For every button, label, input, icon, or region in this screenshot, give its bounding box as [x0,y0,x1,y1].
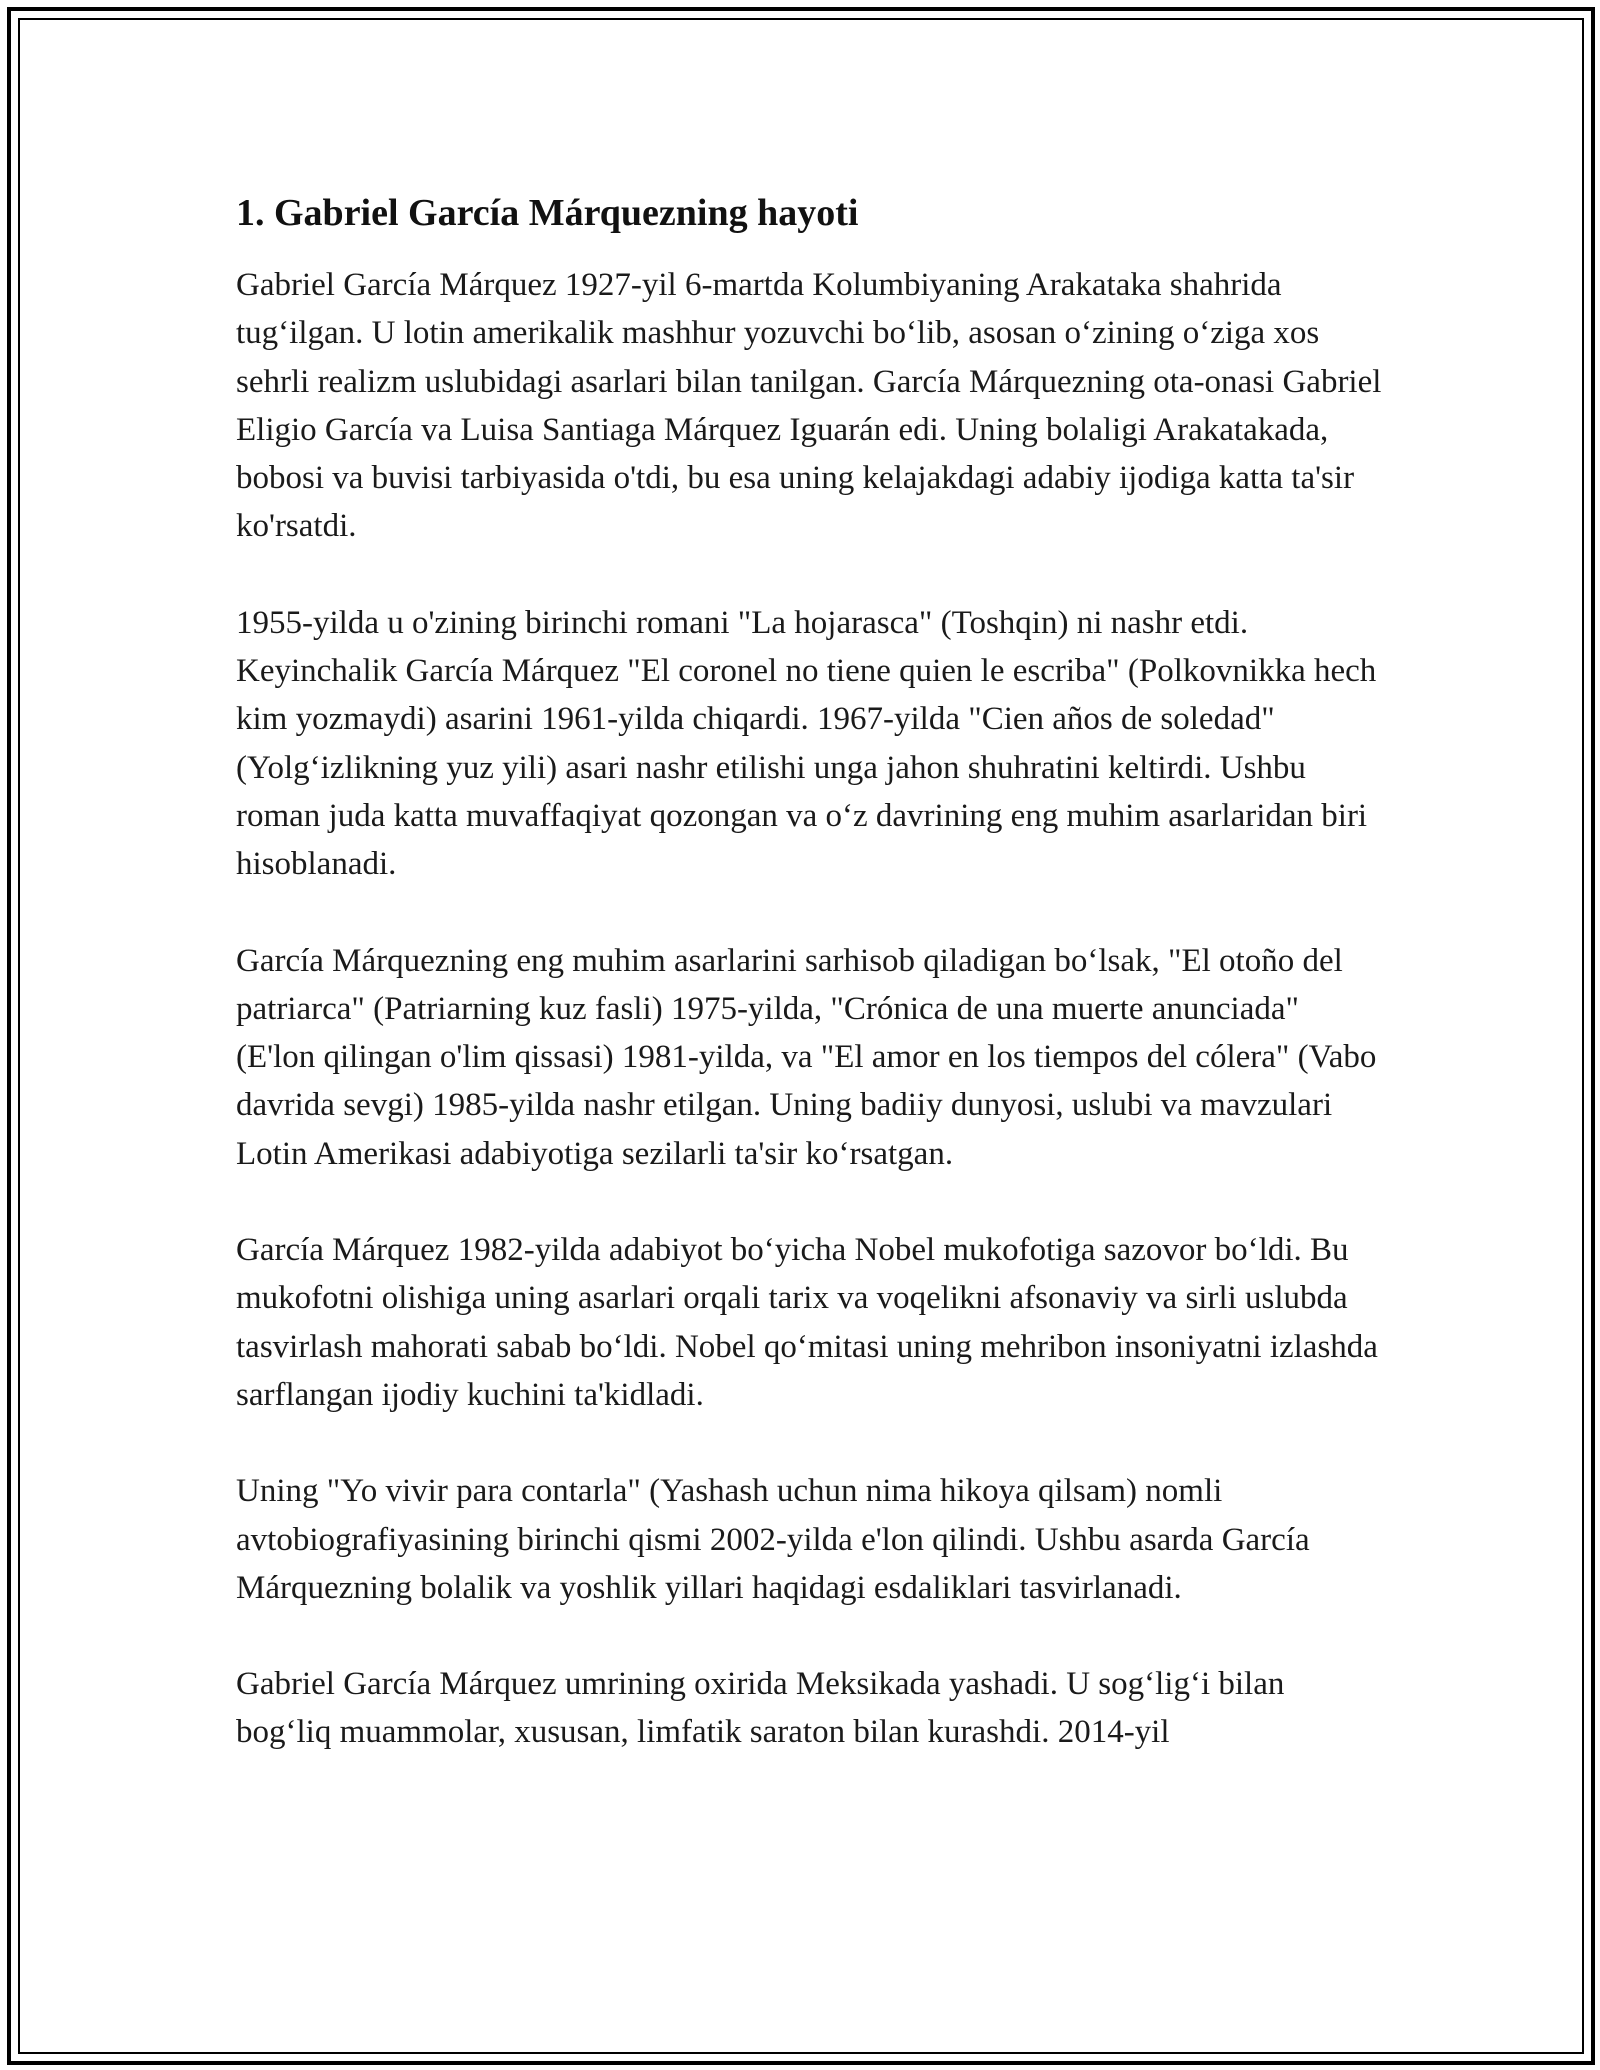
paragraph-first-novels: 1955-yilda u o'zining birinchi romani "La hojarasca" (Toshqin) ni nashr etdi. Keyinchalik García Márquez "El coronel no tiene quien le escriba" (Polkovnikka hech kim yozmaydi) asarini 1961-yilda chiqardi. 1967-yilda "Cien años de soledad" (Yolg‘izlikning yuz yili) asari nashr etilishi unga jahon shuhratini keltirdi. Ushbu roman juda katta muvaffaqiyat qozongan va o‘z davrining eng muhim asarlaridan biri hisoblanadi. [236,604,1377,883]
document-body [236,185,1386,1805]
paragraph-birth: Gabriel García Márquez 1927-yil 6-martda Kolumbiyaning Arakataka shahrida tug‘ilgan. U lotin amerikalik mashhur yozuvchi bo‘lib, asosan o‘zining o‘ziga xos sehrli realizm uslubidagi asarlari bilan tanilgan. García Márquezning ota-onasi Gabriel Eligio García va Luisa Santiaga Márquez Iguarán edi. Uning bolaligi Arakatakada, bobosi va buvisi tarbiyasida o'tdi, bu esa uning kelajakdagi adabiy ijodiga katta ta'sir ko'rsatdi. [236,267,1382,545]
page-title: 1. Gabriel García Márquezning hayoti [236,192,859,234]
paragraph-major-works: García Márquezning eng muhim asarlarini sarhisob qiladigan bo‘lsak, "El otoño del patriarca" (Patriarning kuz fasli) 1975-yilda, "Crónica de una muerte anunciada" (E'lon qilingan o'lim qissasi) 1981-yilda, va "El amor en los tiempos del cólera" (Vabo davrida sevgi) 1985-yilda nashr etilgan. Uning badiiy dunyosi, uslubi va mavzulari Lotin Amerikasi adabiyotiga sezilarli ta'sir ko‘rsatgan. [236,942,1377,1172]
paragraph-nobel-prize: García Márquez 1982-yilda adabiyot bo‘yicha Nobel mukofotiga sazovor bo‘ldi. Bu mukofotni olishiga uning asarlari orqali tarix va voqelikni afsonaviy va sirli uslubda tasvirlash mahorati sabab bo‘ldi. Nobel qo‘mitasi uning mehribon insoniyatni izlashda sarflangan ijodiy kuchini ta'kidladi. [236,1232,1378,1413]
paragraph-autobiography: Uning "Yo vivir para contarla" (Yashash uchun nima hikoya qilsam) nomli avtobiografiyasining birinchi qismi 2002-yilda e'lon qilindi. Ushbu asarda García Márquezning bolalik va yoshlik yillari haqidagi esdaliklari tasvirlanadi. [236,1473,1310,1606]
paragraph-later-life: Gabriel García Márquez umrining oxirida Meksikada yashadi. U sog‘lig‘i bilan bog‘liq muammolar, xususan, limfatik saraton bilan kurashdi. 2014-yil [236,1666,1285,1751]
